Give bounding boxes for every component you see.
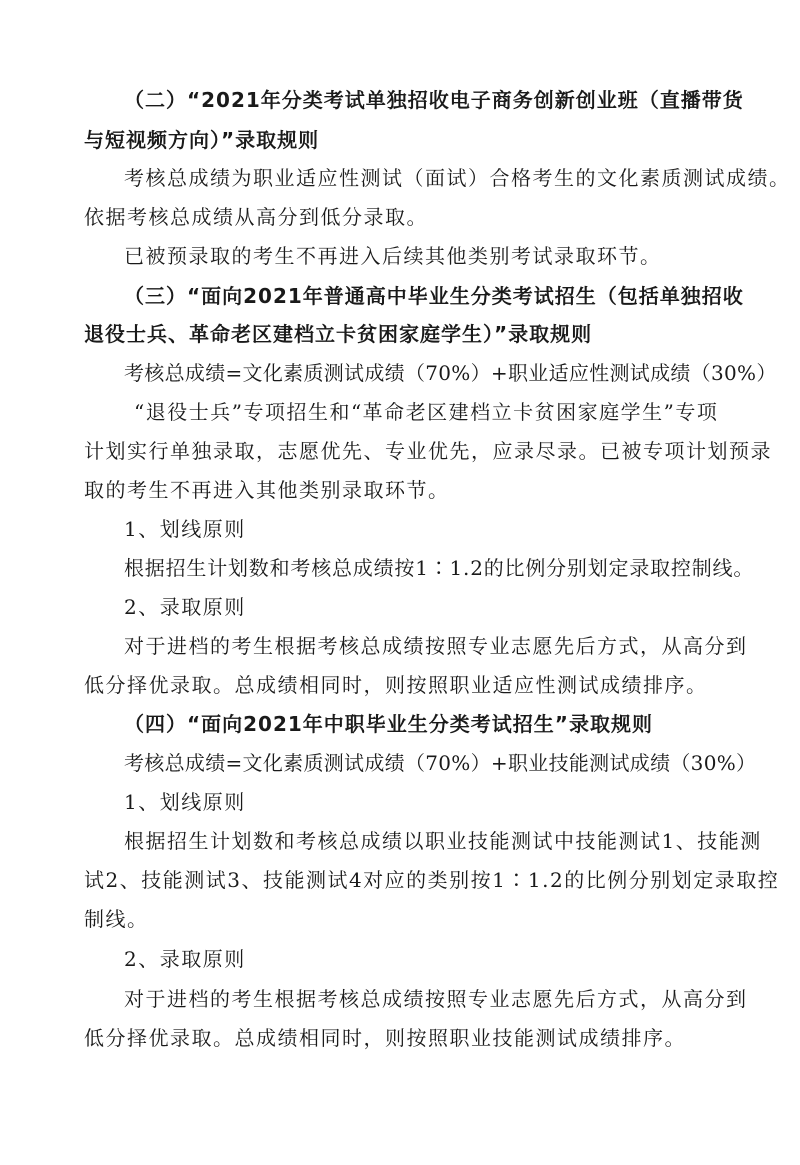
section4-item2-line2: 低分择优录取。总成绩相同时，则按照职业技能测试成绩排序。: [84, 1026, 686, 1050]
section4-item2-line1: 对于进档的考生根据考核总成绩按照专业志愿先后方式，从高分到: [124, 987, 748, 1011]
section3-para1-line2: 计划实行单独录取，志愿优先、专业优先，应录尽录。已被专项计划预录: [84, 439, 772, 463]
section2-heading-line1: （二）“2021年分类考试单独招收电子商务创新创业班（直播带货: [124, 88, 744, 112]
section3-para1-line1: “退役士兵”专项招生和“革命老区建档立卡贫困家庭学生”专项: [134, 400, 719, 424]
section2-heading-line2: 与短视频方向）”录取规则: [84, 128, 320, 152]
section2-para1-line1: 考核总成绩为职业适应性测试（面试）合格考生的文化素质测试成绩。: [124, 166, 791, 190]
section2-para1-line2: 依据考核总成绩从高分到低分录取。: [84, 205, 428, 229]
section3-item2-title: 2、录取原则: [124, 595, 246, 619]
section3-heading-line1: （三）“面向2021年普通高中毕业生分类考试招生（包括单独招收: [124, 284, 744, 308]
section4-item1-line3: 制线。: [84, 907, 149, 931]
section4-heading: （四）“面向2021年中职毕业生分类考试招生”录取规则: [124, 712, 653, 736]
section3-item1-text: 根据招生计划数和考核总成绩按1∶1.2的比例分别划定录取控制线。: [124, 556, 755, 580]
section3-para1-line3: 取的考生不再进入其他类别录取环节。: [84, 478, 450, 502]
section4-item2-title: 2、录取原则: [124, 947, 246, 971]
section3-item2-line1: 对于进档的考生根据考核总成绩按照专业志愿先后方式，从高分到: [124, 634, 748, 658]
section4-item1-line1: 根据招生计划数和考核总成绩以职业技能测试中技能测试1、技能测: [124, 829, 762, 853]
section3-formula: 考核总成绩=文化素质测试成绩（70%）+职业适应性测试成绩（30%）: [124, 361, 777, 385]
section4-item1-line2: 试2、技能测试3、技能测试4对应的类别按1∶1.2的比例分别划定录取控: [84, 868, 780, 892]
section3-heading-line2: 退役士兵、革命老区建档立卡贫困家庭学生）”录取规则: [84, 322, 593, 346]
section3-item2-line2: 低分择优录取。总成绩相同时，则按照职业适应性测试成绩排序。: [84, 673, 708, 697]
section3-item1-title: 1、划线原则: [124, 517, 246, 541]
section4-item1-title: 1、划线原则: [124, 790, 246, 814]
section4-formula: 考核总成绩=文化素质测试成绩（70%）+职业技能测试成绩（30%）: [124, 751, 757, 775]
section2-para2: 已被预录取的考生不再进入后续其他类别考试录取环节。: [124, 244, 662, 268]
